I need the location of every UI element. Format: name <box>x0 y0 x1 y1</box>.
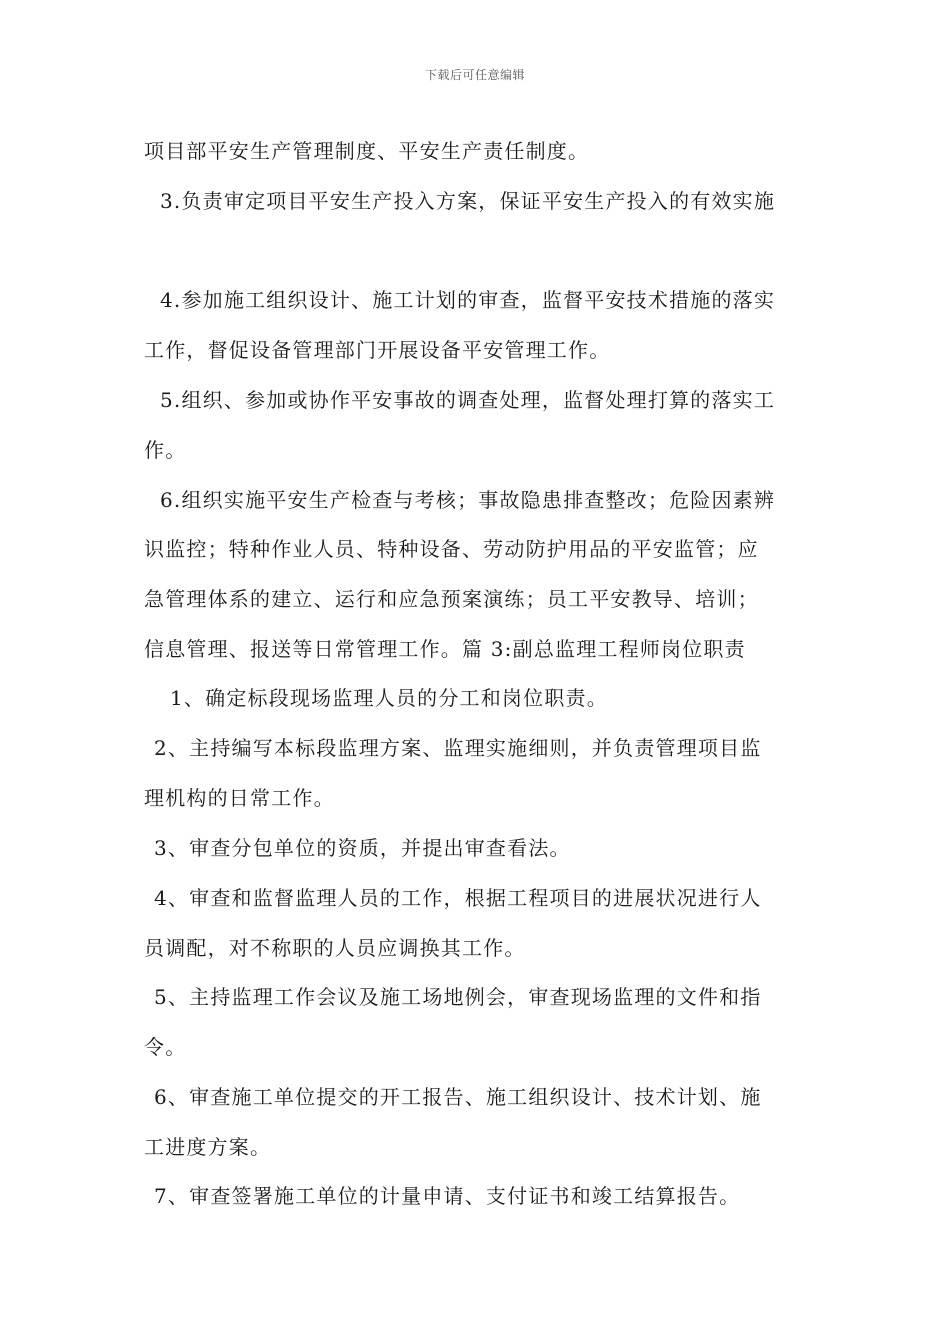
paragraph-line: 3.负责审定项目平安生产投入方案，保证平安生产投入的有效实施 <box>160 189 776 213</box>
paragraph-line: 4、审查和监督监理人员的工作，根据工程项目的进展状况进行人 <box>154 886 762 910</box>
paragraph-line: 员调配，对不称职的人员应调换其工作。 <box>144 936 526 960</box>
paragraph-line: 工进度方案。 <box>144 1135 272 1159</box>
paragraph-line: 6.组织实施平安生产检查与考核；事故隐患排查整改；危险因素辨 <box>160 488 776 512</box>
paragraph-line: 7、审查签署施工单位的计量申请、支付证书和竣工结算报告。 <box>154 1184 741 1208</box>
paragraph-line: 令。 <box>144 1035 187 1059</box>
paragraph-line: 5.组织、参加或协作平安事故的调查处理，监督处理打算的落实工 <box>160 388 776 412</box>
paragraph-line: 急管理体系的建立、运行和应急预案演练；员工平安教导、培训； <box>144 587 759 611</box>
paragraph-line: 4.参加施工组织设计、施工计划的审查，监督平安技术措施的落实 <box>160 288 776 312</box>
paragraph-line: 信息管理、报送等日常管理工作。篇 3:副总监理工程师岗位职责 <box>144 637 746 661</box>
paragraph-line: 作。 <box>144 438 187 462</box>
paragraph-line: 2、主持编写本标段监理方案、监理实施细则，并负责管理项目监 <box>154 736 762 760</box>
paragraph-line: 理机构的日常工作。 <box>144 786 335 810</box>
paragraph-line: 3、审查分包单位的资质，并提出审查看法。 <box>154 836 571 860</box>
paragraph-line: 工作，督促设备管理部门开展设备平安管理工作。 <box>144 338 611 362</box>
paragraph-line: 1、确定标段现场监理人员的分工和岗位职责。 <box>170 686 608 710</box>
paragraph-line: 项目部平安生产管理制度、平安生产责任制度。 <box>144 139 590 163</box>
page-header: 下载后可任意编辑 <box>424 68 525 82</box>
paragraph-line: 识监控；特种作业人员、特种设备、劳动防护用品的平安监管；应 <box>144 537 759 561</box>
paragraph-line: 5、主持监理工作会议及施工场地例会，审查现场监理的文件和指 <box>154 985 762 1009</box>
paragraph-line: 6、审查施工单位提交的开工报告、施工组织设计、技术计划、施 <box>154 1085 762 1109</box>
